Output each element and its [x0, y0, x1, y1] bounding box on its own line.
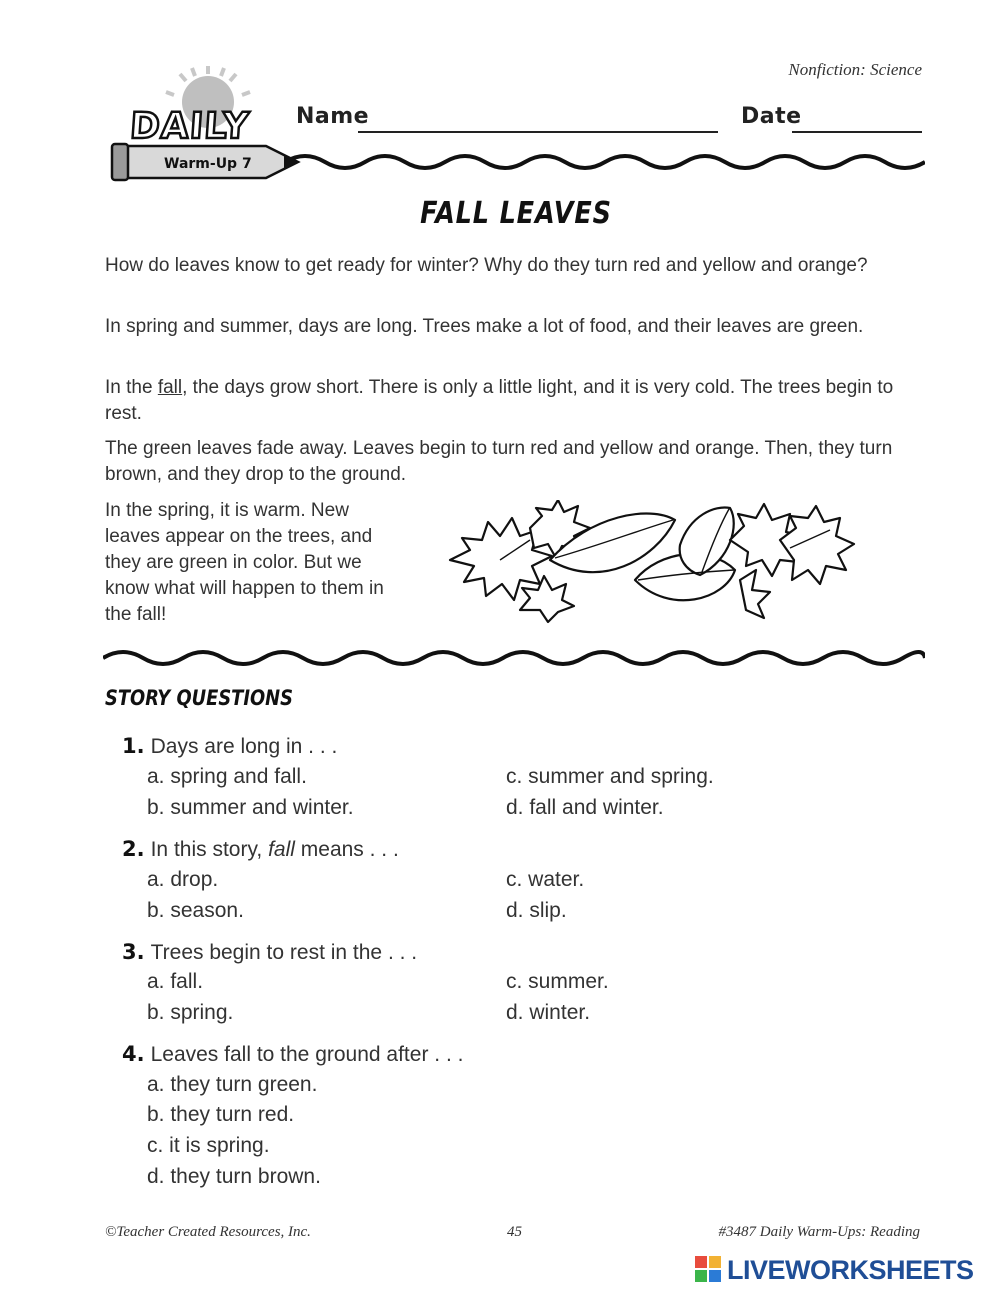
paragraph-5: In the spring, it is warm. New leaves appear on the trees, and they are green in color. But we know what will happen to them in the fall!	[105, 500, 384, 625]
answer-option[interactable]: c. summer.	[506, 970, 609, 993]
answer-option[interactable]: a. fall.	[147, 970, 204, 993]
header-wave-divider	[285, 148, 925, 172]
paragraph-3-start: In the	[105, 377, 158, 398]
answer-option[interactable]: b. they turn red.	[147, 1103, 295, 1126]
answer-option[interactable]: d. slip.	[506, 899, 567, 922]
answer-option[interactable]: b. summer and winter.	[147, 796, 354, 819]
answer-option[interactable]: d. fall and winter.	[506, 796, 664, 819]
answer-option[interactable]: d. winter.	[506, 1001, 591, 1024]
question-prompt-end: means . . .	[294, 838, 399, 861]
answer-option[interactable]: b. spring.	[147, 1001, 234, 1024]
liveworksheets-wordmark: LIVEWORKSHEETS	[727, 1254, 974, 1285]
autumn-leaves-illustration	[440, 500, 860, 625]
daily-warmup-logo	[108, 62, 308, 187]
question-1	[122, 734, 337, 759]
story-questions-heading: STORY QUESTIONS	[105, 686, 293, 710]
question-prompt-italic: fall	[268, 838, 295, 861]
liveworksheets-watermark[interactable]	[695, 1254, 974, 1286]
question-number: 1.	[122, 734, 145, 758]
question-number: 3.	[122, 940, 145, 964]
paragraph-3	[105, 375, 920, 427]
date-label: Date	[741, 104, 802, 129]
answer-option[interactable]: a. drop.	[147, 868, 219, 891]
question-prompt: Leaves fall to the ground after . . .	[150, 1043, 464, 1066]
underlined-word-fall: fall	[157, 377, 183, 398]
paragraph-2: In spring and summer, days are long. Trees make a lot of food, and their leaves are green.	[105, 316, 864, 337]
question-number: 4.	[122, 1042, 145, 1066]
question-4	[122, 1042, 463, 1067]
logo-subtitle: Warm-Up 7	[164, 156, 252, 172]
question-prompt-start: In this story,	[150, 838, 269, 861]
answer-option[interactable]: c. it is spring.	[147, 1134, 270, 1157]
passage-wave-divider	[103, 646, 925, 670]
answer-option[interactable]: a. spring and fall.	[147, 765, 307, 788]
question-2	[122, 837, 399, 862]
answer-option[interactable]: a. they turn green.	[147, 1073, 318, 1096]
answer-option[interactable]: c. water.	[506, 868, 585, 891]
name-field[interactable]	[358, 131, 718, 133]
paragraph-4: The green leaves fade away. Leaves begin to turn red and yellow and orange. Then, they turn brown, and they drop to the ground.	[105, 438, 893, 485]
name-label: Name	[296, 104, 370, 129]
logo-word: DAILY	[128, 106, 251, 147]
paragraph-1: How do leaves know to get ready for winter? Why do they turn red and yellow and orange?	[105, 255, 868, 276]
question-3	[122, 940, 417, 965]
footer-page-number: 45	[507, 1224, 522, 1240]
question-prompt: Trees begin to rest in the . . .	[150, 941, 418, 964]
footer-book-title: #3487 Daily Warm-Ups: Reading	[718, 1224, 920, 1240]
story-title: FALL LEAVES	[420, 196, 612, 231]
answer-option[interactable]: b. season.	[147, 899, 244, 922]
date-field[interactable]	[792, 131, 922, 133]
category-label: Nonfiction: Science	[788, 60, 922, 79]
paragraph-3-end: , the days grow short. There is only a little light, and it is very cold. The trees begin to rest.	[105, 377, 894, 424]
question-prompt: Days are long in . . .	[150, 735, 338, 758]
liveworksheets-logo-icon	[695, 1256, 723, 1284]
question-number: 2.	[122, 837, 145, 861]
answer-option[interactable]: d. they turn brown.	[147, 1165, 321, 1188]
answer-option[interactable]: c. summer and spring.	[506, 765, 714, 788]
footer-copyright: ©Teacher Created Resources, Inc.	[105, 1224, 311, 1240]
